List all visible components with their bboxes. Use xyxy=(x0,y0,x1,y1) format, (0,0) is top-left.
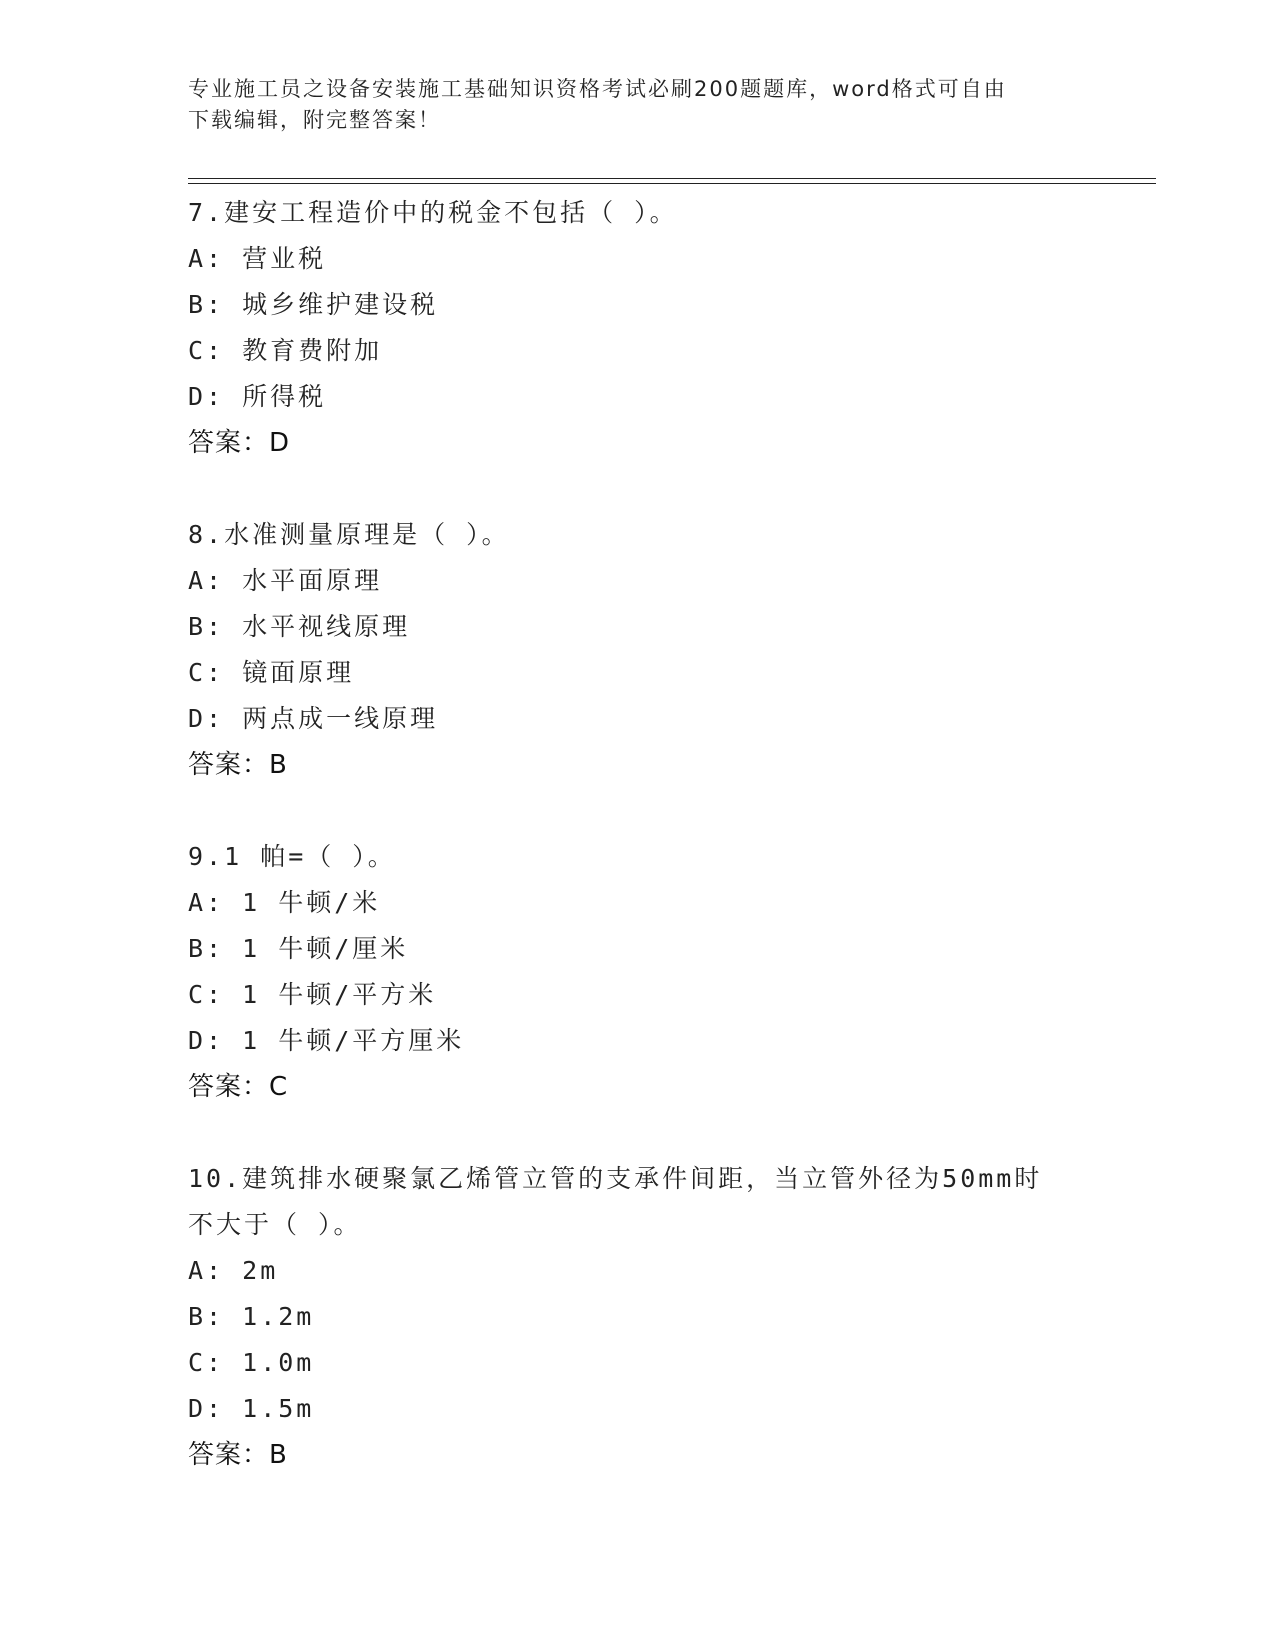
header-line-2: 下载编辑，附完整答案！ xyxy=(188,108,441,132)
question-stem-line-1: 10.建筑排水硬聚氯乙烯管立管的支承件间距，当立管外径为50mm时 xyxy=(188,1164,1043,1193)
option-d: D: 两点成一线原理 xyxy=(188,704,439,733)
option-d: D: 1 牛顿/平方厘米 xyxy=(188,1026,465,1055)
option-b: B: 1 牛顿/厘米 xyxy=(188,934,409,963)
question-stem: 9.1 帕=（ ）。 xyxy=(188,842,396,871)
option-b: B: 1.2m xyxy=(188,1302,315,1331)
option-d: D: 1.5m xyxy=(188,1394,315,1423)
answer-text: 答案：C xyxy=(188,1072,289,1102)
option-c: C: 教育费附加 xyxy=(188,336,383,365)
option-a: A: 1 牛顿/米 xyxy=(188,888,381,917)
header-divider-top xyxy=(188,178,1156,179)
answer-text: 答案：D xyxy=(188,428,291,458)
question-7 xyxy=(188,190,1088,466)
option-c: C: 镜面原理 xyxy=(188,658,355,687)
question-9 xyxy=(188,834,1088,1110)
document-header xyxy=(188,74,1088,136)
question-10 xyxy=(188,1156,1088,1478)
question-8 xyxy=(188,512,1088,788)
header-divider-bottom xyxy=(188,183,1156,184)
question-stem: 7.建安工程造价中的税金不包括（ ）。 xyxy=(188,198,678,227)
option-d: D: 所得税 xyxy=(188,382,327,411)
option-b: B: 城乡维护建设税 xyxy=(188,290,439,319)
option-c: C: 1 牛顿/平方米 xyxy=(188,980,437,1009)
header-line-1: 专业施工员之设备安装施工基础知识资格考试必刷200题题库，word格式可自由 xyxy=(188,77,1007,101)
option-c: C: 1.0m xyxy=(188,1348,315,1377)
option-a: A: 水平面原理 xyxy=(188,566,383,595)
option-a: A: 营业税 xyxy=(188,244,327,273)
answer-text: 答案：B xyxy=(188,750,288,780)
option-a: A: 2m xyxy=(188,1256,279,1285)
question-list xyxy=(188,190,1088,1478)
answer-text: 答案：B xyxy=(188,1440,288,1470)
question-stem: 8.水准测量原理是（ ）。 xyxy=(188,520,510,549)
option-b: B: 水平视线原理 xyxy=(188,612,411,641)
question-stem-line-2: 不大于（ ）。 xyxy=(188,1210,362,1239)
